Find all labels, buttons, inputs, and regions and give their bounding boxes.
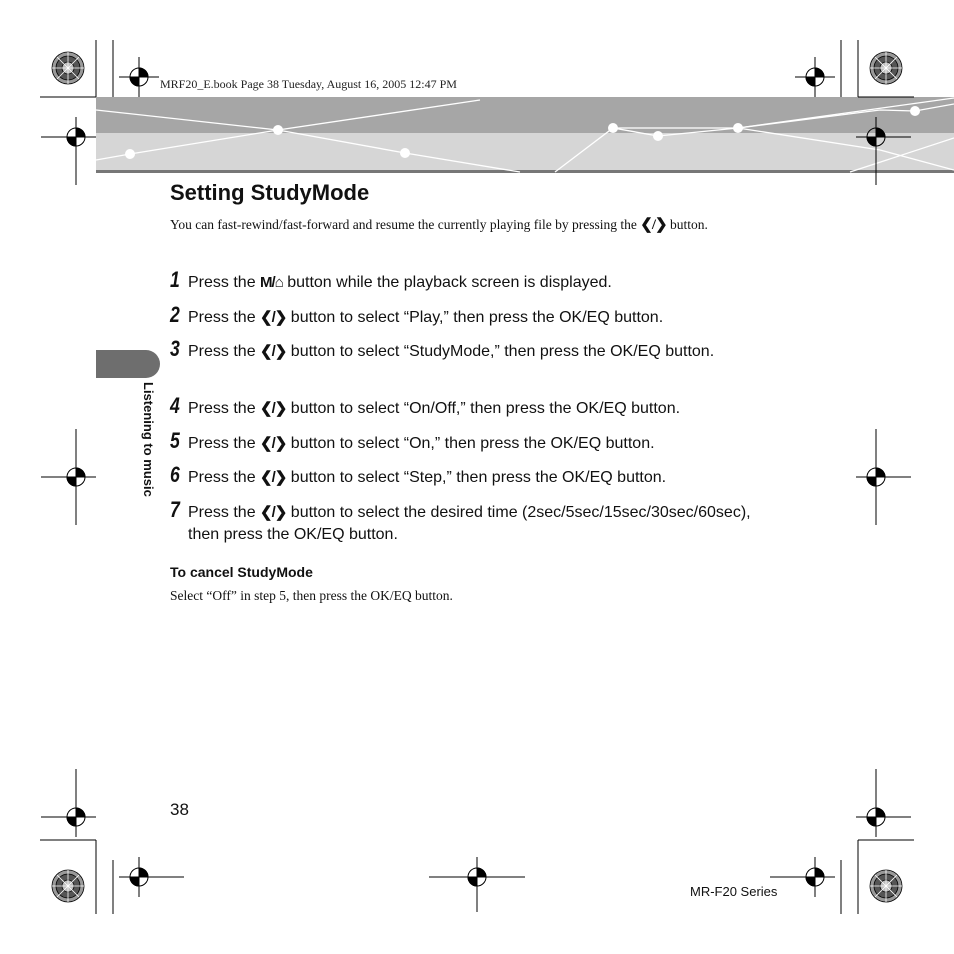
step-text-end: button to select “StudyMode,” then press the OK/EQ button.: [286, 343, 715, 360]
step-text: [188, 398, 770, 420]
menu-home-icon: M/⌂: [260, 274, 283, 291]
step-text-end: button while the playback screen is displayed.: [282, 274, 612, 291]
page-number: 38: [170, 800, 189, 819]
step-text-start: Press the: [188, 504, 261, 521]
step-number: 2: [170, 302, 180, 327]
step-text-start: Press the: [188, 435, 261, 452]
cancel-heading: To cancel StudyMode: [170, 564, 313, 580]
left-right-arrow-icon: ❮/❯: [260, 400, 287, 417]
step-number: 3: [170, 336, 180, 361]
step-text-end: button to select “Play,” then press the OK/EQ button.: [286, 309, 664, 326]
book-meta-header: MRF20_E.book Page 38 Tuesday, August 16, 2005 12:47 PM: [160, 77, 457, 91]
step-text-start: Press the: [188, 400, 261, 417]
step-text: [188, 433, 770, 455]
step-text-end: button to select “Step,” then press the OK/EQ button.: [286, 469, 667, 486]
left-right-arrow-icon: ❮/❯: [260, 469, 287, 486]
step-text: [188, 467, 770, 489]
step-text-start: Press the: [188, 309, 261, 326]
step-text-start: Press the: [188, 343, 261, 360]
step-text-start: Press the: [188, 469, 261, 486]
step-item: [170, 462, 770, 489]
step-item: [170, 497, 770, 546]
step-item: [170, 336, 770, 363]
footer-series: MR-F20 Series: [690, 884, 778, 899]
left-right-arrow-icon: ❮/❯: [640, 217, 667, 233]
left-right-arrow-icon: ❮/❯: [260, 309, 287, 326]
intro-paragraph: [170, 215, 770, 235]
step-number: 5: [170, 428, 180, 453]
step-item: [170, 267, 770, 294]
banner-rule: [96, 170, 954, 173]
step-number: 6: [170, 462, 180, 487]
intro-text-end: button.: [666, 217, 708, 232]
step-item: [170, 302, 770, 329]
step-item: [170, 393, 770, 420]
step-text-end: button to select “On,” then press the OK/EQ button.: [286, 435, 655, 452]
step-number: 4: [170, 393, 180, 418]
step-text: [188, 502, 770, 546]
step-text: [188, 307, 770, 329]
banner-top-band: [96, 97, 954, 133]
section-side-label: Listening to music: [141, 382, 156, 497]
step-text: [188, 341, 770, 363]
left-right-arrow-icon: ❮/❯: [260, 504, 287, 521]
step-item: [170, 428, 770, 455]
cancel-text: Select “Off” in step 5, then press the OK/EQ button.: [170, 588, 453, 603]
step-number: 7: [170, 497, 180, 522]
page-title: Setting StudyMode: [170, 180, 370, 205]
section-tab: [96, 350, 160, 378]
step-number: 1: [170, 267, 180, 292]
left-right-arrow-icon: ❮/❯: [260, 435, 287, 452]
step-text-end: button to select “On/Off,” then press the OK/EQ button.: [286, 400, 681, 417]
step-text-end: button to select the desired time (2sec/5sec/15sec/30sec/60sec), then press the OK/EQ button.: [188, 504, 751, 543]
step-text: [188, 272, 770, 294]
left-right-arrow-icon: ❮/❯: [260, 343, 287, 360]
intro-text: You can fast-rewind/fast-forward and resume the currently playing file by pressing the: [170, 217, 641, 232]
step-text-start: Press the: [188, 274, 261, 291]
